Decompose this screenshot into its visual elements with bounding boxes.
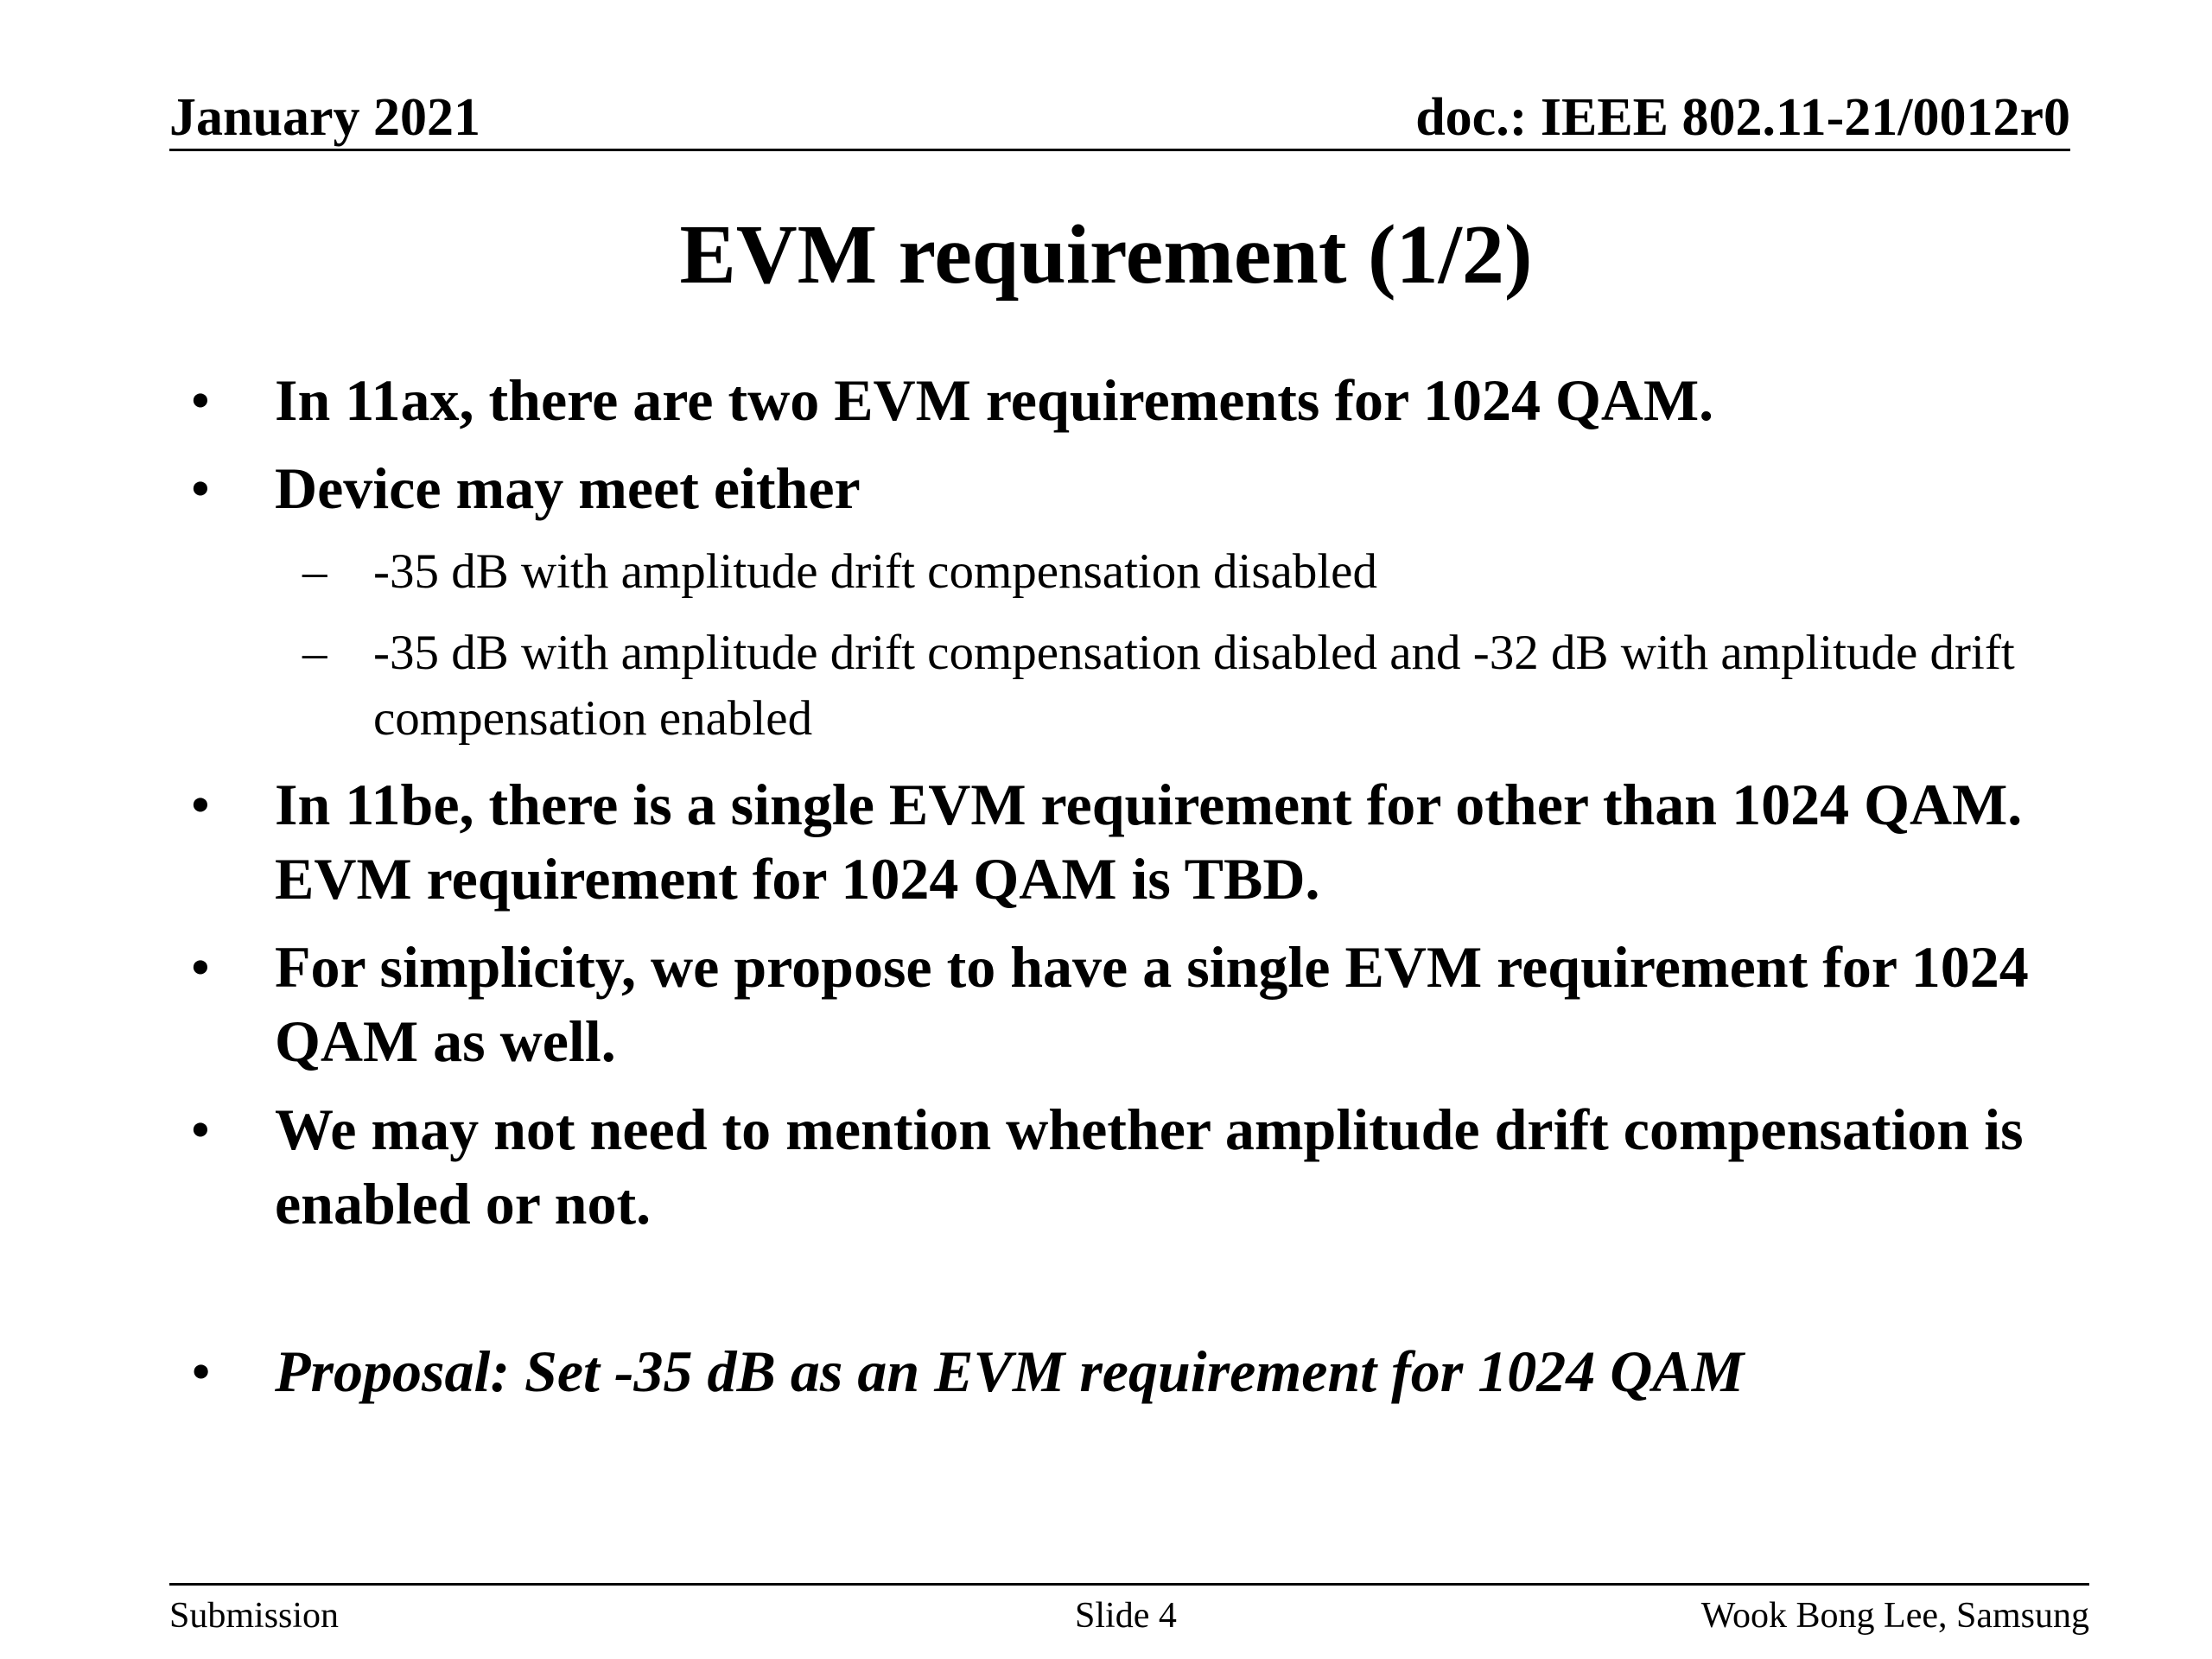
bullet-item bbox=[181, 363, 2056, 437]
slide-title: EVM requirement (1/2) bbox=[679, 208, 1533, 302]
bullet-mark: • bbox=[190, 367, 211, 433]
slide-body bbox=[181, 363, 2056, 1422]
proposal-text: Proposal: Set -35 dB as an EVM requirement for 1024 QAM bbox=[275, 1338, 1745, 1404]
sub-bullet-item bbox=[181, 620, 2056, 752]
footer-submission: Submission bbox=[169, 1596, 340, 1636]
bullet-text: Device may meet either bbox=[275, 455, 861, 521]
sub-bullet-text: -35 dB with amplitude drift compensation disabled bbox=[373, 544, 1377, 599]
header-doc-id: doc.: IEEE 802.11-21/0012r0 bbox=[1415, 88, 2070, 147]
sub-bullet-mark: – bbox=[302, 544, 327, 599]
bullet-item bbox=[181, 1092, 2056, 1241]
bullet-text: In 11be, there is a single EVM requirement for other than 1024 QAM. EVM requirement for 1024 QAM is TBD. bbox=[275, 772, 2023, 912]
footer-slide-number: Slide 4 bbox=[1075, 1596, 1177, 1636]
slide-header bbox=[169, 86, 2070, 151]
bullet-item bbox=[181, 767, 2056, 916]
bullet-mark: • bbox=[190, 1096, 211, 1162]
slide-footer bbox=[169, 1583, 2089, 1637]
bullet-mark: • bbox=[190, 1338, 211, 1404]
sub-bullet-text: -35 dB with amplitude drift compensation disabled and -32 dB with amplitude drift compensation enabled bbox=[373, 626, 2015, 746]
proposal-item bbox=[181, 1334, 2056, 1408]
bullet-mark: • bbox=[190, 934, 211, 1000]
sub-bullet-mark: – bbox=[302, 626, 327, 680]
sub-bullet-item bbox=[181, 539, 2056, 605]
bullet-text: We may not need to mention whether amplitude drift compensation is enabled or not. bbox=[275, 1096, 2024, 1236]
bullet-text: In 11ax, there are two EVM requirements for 1024 QAM. bbox=[275, 367, 1714, 433]
bullet-item bbox=[181, 930, 2056, 1078]
bullet-item bbox=[181, 451, 2056, 525]
bullet-mark: • bbox=[190, 455, 211, 521]
footer-author: Wook Bong Lee, Samsung bbox=[1700, 1596, 2089, 1636]
header-date: January 2021 bbox=[169, 88, 480, 147]
bullet-mark: • bbox=[190, 772, 211, 837]
bullet-text: For simplicity, we propose to have a single EVM requirement for 1024 QAM as well. bbox=[275, 934, 2029, 1074]
spacer bbox=[181, 1255, 2056, 1334]
